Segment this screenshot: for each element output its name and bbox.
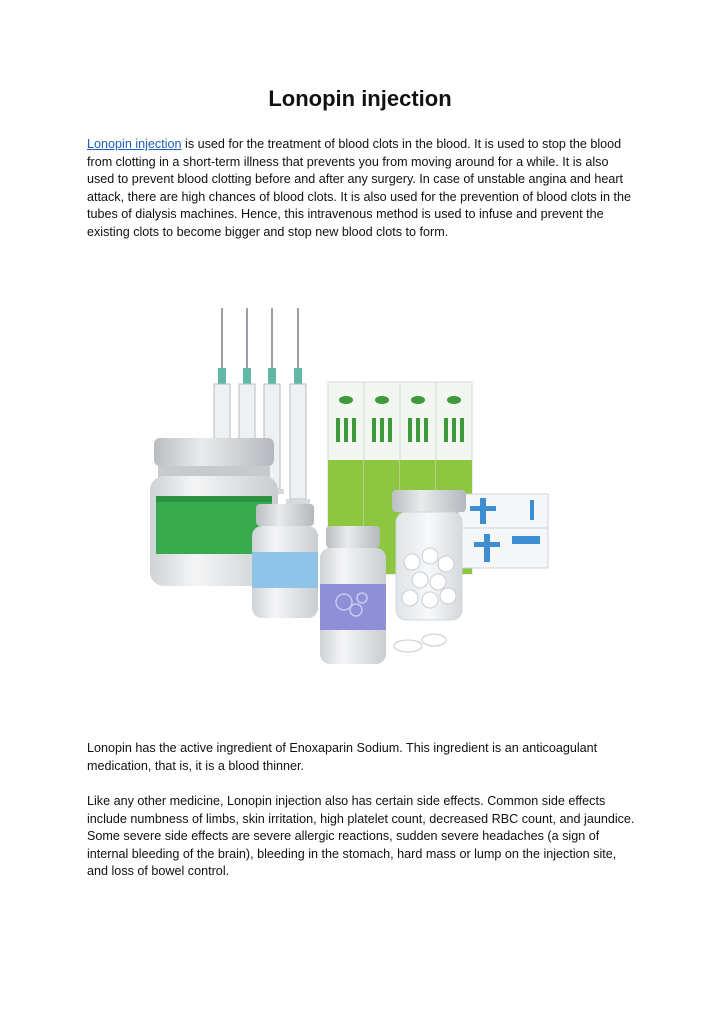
- blue-bottle: [252, 504, 318, 618]
- medical-boxes: [458, 494, 548, 568]
- medicine-illustration: [140, 300, 560, 690]
- loose-pills: [394, 634, 446, 652]
- lonopin-injection-link[interactable]: Lonopin injection: [87, 137, 182, 151]
- intro-text: is used for the treatment of blood clots in the blood. It is used to stop the blood from clotting in a short-term illness that prevents you from moving around for a while. It is also used to prevent blood clotting before and after any surgery. In case of unstable angina and heart attack, there are high chances of blood clots. It is also used for the prevention of blood clots in the tubes of dialysis machines. Hence, this intravenous method is used to infuse and prevent the existing clots to become bigger and stop new blood clots to form.: [87, 137, 631, 239]
- page-title: Lonopin injection: [268, 86, 452, 111]
- side-effects-paragraph: Like any other medicine, Lonopin injection also has certain side effects. Common side effects include numbness of limbs, skin irritation, high platelet count, decreased RBC count, and jaundice. Some severe side effects are severe allergic reactions, sudden severe headaches (a sign of internal bleeding of the brain), bleeding in the stomach, hard mass or lump on the injection site, and loss of bowel control.: [87, 794, 635, 879]
- purple-bottle: [320, 526, 386, 664]
- pill-bottle: [392, 490, 466, 620]
- intro-paragraph: [87, 136, 635, 242]
- ingredient-paragraph: Lonopin has the active ingredient of Enoxaparin Sodium. This ingredient is an anticoagulant medication, that is, it is a blood thinner.: [87, 741, 598, 773]
